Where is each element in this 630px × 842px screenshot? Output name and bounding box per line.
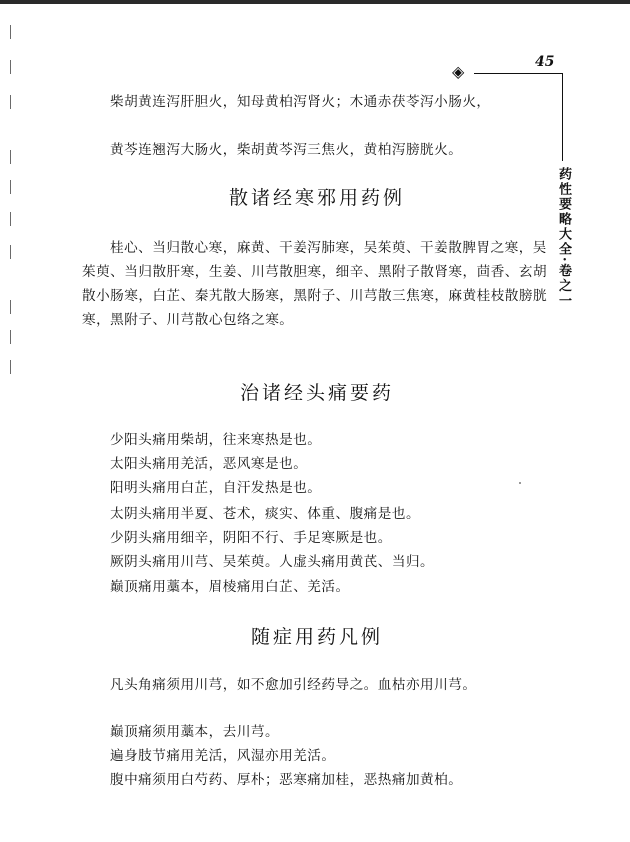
gutter-mark [10,25,11,39]
text-line: 太阴头痛用半夏、苍术，痰实、体重、腹痛是也。 [110,506,421,522]
side-running-title: 药性要略大全·卷之一 [556,167,571,309]
gutter-mark [10,95,11,109]
text-line: 巅顶痛须用藁本，去川芎。 [110,724,280,740]
text-line: 少阴头痛用细辛，阴阳不行、手足寒厥是也。 [110,530,392,546]
paragraph-fire: 柴胡黄连泻肝胆火，知母黄柏泻肾火；木通赤茯苓泻小肠火， [110,94,491,110]
text-line: 厥阴头痛用川芎、吴茱萸。人虚头痛用黄芪、当归。 [110,554,435,570]
paragraph-cold: 桂心、当归散心寒，麻黄、干姜泻肺寒，吴茱萸、干姜散脾胃之寒，吴茱萸、当归散肝寒，生姜、川芎散胆寒，细辛、黑附子散肾寒，茴香、玄胡散小肠寒，白芷、秦艽散大肠寒，黑附子、川芎散三焦寒，麻黄桂枝散膀胱寒，黑附子、川芎散心包络之寒。 [82,240,548,328]
header-rule [474,73,562,74]
text-line: 遍身肢节痛用羌活，风湿亦用羌活。 [110,748,336,764]
top-border [0,0,630,4]
gutter-mark [10,180,11,194]
paragraph-fire-2: 黄芩连翘泻大肠火，柴胡黄芩泻三焦火，黄柏泻膀胱火。 [110,142,463,158]
gutter-mark [10,300,11,314]
gutter-mark [10,150,11,164]
section-title-cold: 散诸经寒邪用药例 [228,187,405,209]
gutter-mark [10,60,11,74]
section-title-symptoms: 随症用药凡例 [250,626,383,648]
side-rule [562,73,563,161]
text-line: 少阳头痛用柴胡，往来寒热是也。 [110,432,322,448]
section-title-headache: 治诸经头痛要药 [239,382,394,404]
text-line: 巅顶痛用藁本，眉棱痛用白芷、羌活。 [110,579,350,595]
text-line: 太阳头痛用羌活，恶风寒是也。 [110,456,308,472]
page-number: 45 [535,54,555,70]
diamond-ornament-icon: ◈ [452,62,465,81]
gutter-mark [10,360,11,374]
text-line: 腹中痛须用白芍药、厚朴；恶寒痛加桂，恶热痛加黄柏。 [110,772,463,788]
gutter-mark [10,212,11,226]
paragraph-symptoms: 凡头角痛须用川芎，如不愈加引经药导之。血枯亦用川芎。 [110,677,477,693]
text-line: 阳明头痛用白芷，自汗发热是也。 [110,480,322,496]
gutter-mark [10,245,11,259]
speck [519,482,521,484]
gutter-mark [10,330,11,344]
